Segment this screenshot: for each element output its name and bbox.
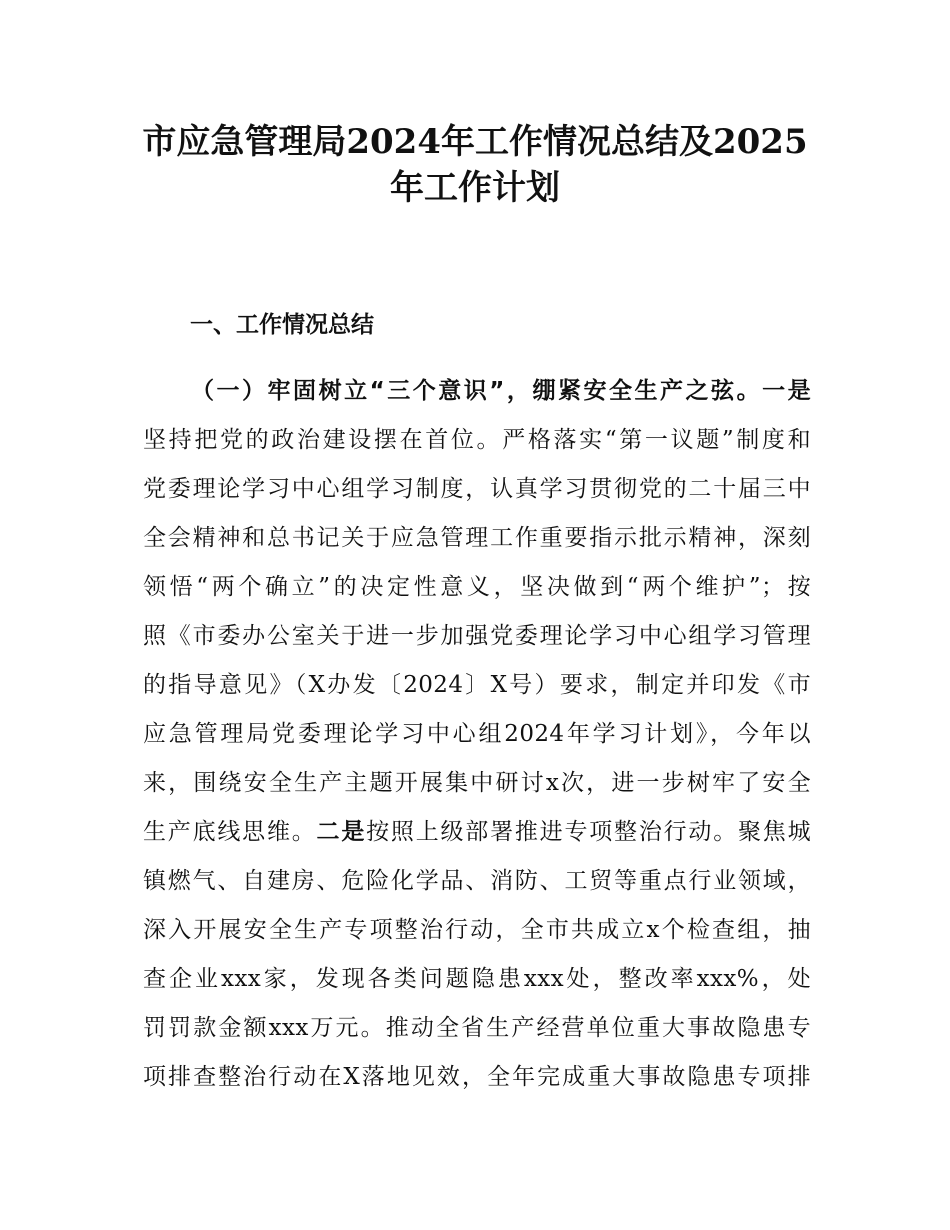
paragraph-line: 深入开展安全生产专项整治行动，全市共成立x个检查组，抽	[143, 917, 811, 943]
paragraph-line: 镇燃气、自建房、危险化学品、消防、工贸等重点行业领域，	[143, 868, 811, 894]
paragraph-line: 应急管理局党委理论学习中心组2024年学习计划》，今年以	[143, 721, 811, 747]
paragraph-line: 的指导意见》（X办发〔2024〕X号）要求，制定并印发《市	[143, 672, 811, 698]
paragraph-line: 领悟“两个确立”的决定性意义，坚决做到“两个维护”；按	[143, 574, 811, 600]
paragraph-line	[143, 808, 811, 857]
paragraph-line: 全会精神和总书记关于应急管理工作重要指示批示精神，深刻	[143, 525, 811, 551]
paragraph-line: 来，围绕安全生产主题开展集中研讨x次，进一步树牢了安全	[143, 770, 811, 796]
document-title-line-2: 年工作计划	[390, 168, 560, 208]
document-title-line-1: 市应急管理局2024年工作情况总结及2025	[142, 122, 808, 162]
point-two-bold: 二是	[316, 819, 367, 845]
paragraph-line: 照《市委办公室关于进一步加强党委理论学习中心组学习管理	[143, 623, 811, 649]
section-heading: 一、工作情况总结	[190, 312, 374, 338]
paragraph-line: 查企业xxx家，发现各类问题隐患xxx处，整改率xxx%，处	[143, 966, 811, 992]
body-paragraph	[143, 367, 811, 1102]
line-text: 生产底线思维。	[143, 819, 317, 845]
paragraph-line: 项排查整治行动在X落地见效，全年完成重大事故隐患专项排	[143, 1064, 811, 1090]
paragraph-line: 坚持把党的政治建设摆在首位。严格落实“第一议题”制度和	[143, 427, 811, 453]
paragraph-line	[143, 367, 811, 416]
subsection-lead-bold: （一）牢固树立“三个意识”，绷紧安全生产之弦。一是	[191, 378, 811, 404]
paragraph-line: 党委理论学习中心组学习制度，认真学习贯彻党的二十届三中	[143, 476, 811, 502]
line-text: 按照上级部署推进专项整治行动。聚焦城	[366, 819, 811, 845]
paragraph-line: 罚罚款金额xxx万元。推动全省生产经营单位重大事故隐患专	[143, 1015, 811, 1041]
